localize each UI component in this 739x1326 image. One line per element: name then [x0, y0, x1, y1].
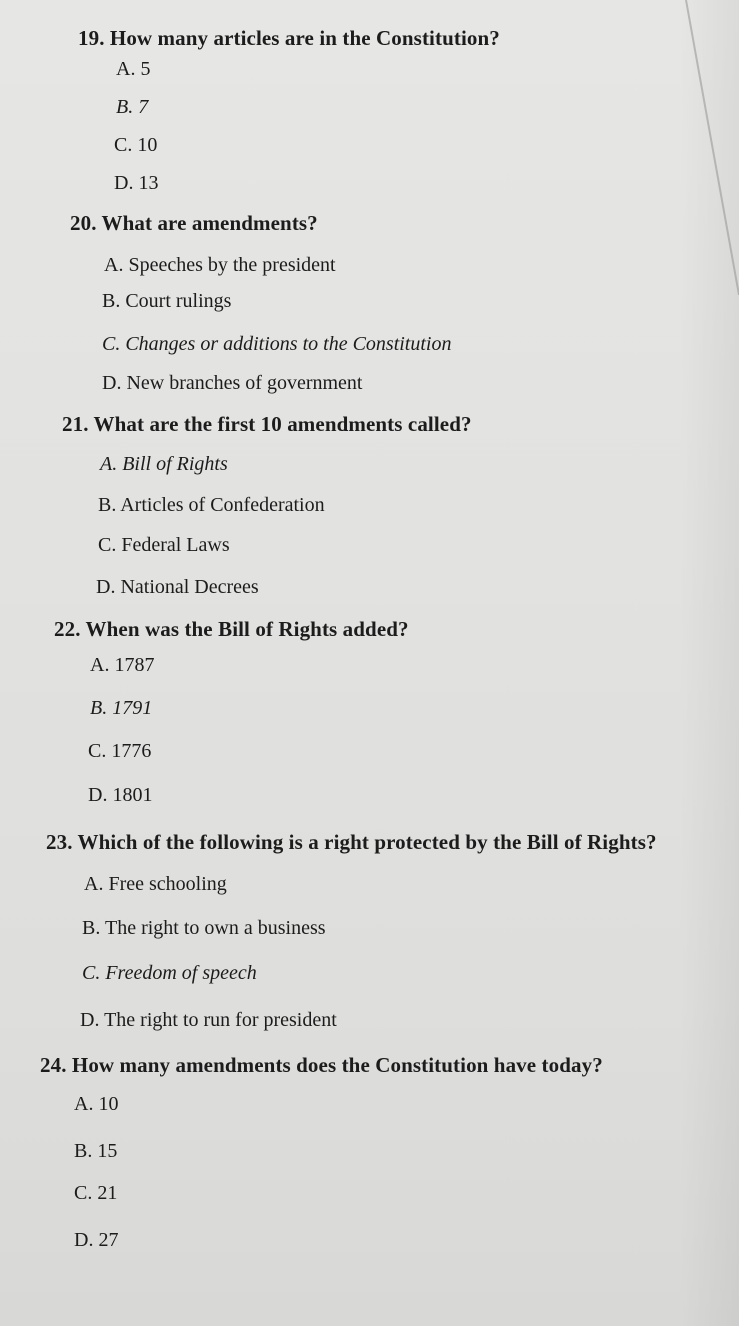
- option-a: A. Bill of Rights: [100, 453, 228, 475]
- option-d: D. 27: [74, 1229, 119, 1251]
- option-b: B. The right to own a business: [82, 917, 326, 939]
- option-a: A. 1787: [90, 654, 155, 676]
- question-title: 20. What are amendments?: [70, 211, 318, 235]
- option-b: B. 15: [74, 1140, 118, 1162]
- option-d: D. 13: [114, 172, 159, 194]
- option-b: B. Court rulings: [102, 290, 232, 312]
- option-b: B. Articles of Confederation: [98, 494, 325, 516]
- option-d: D. National Decrees: [96, 576, 259, 598]
- option-a: A. 10: [74, 1093, 119, 1115]
- option-d: D. The right to run for president: [80, 1009, 337, 1031]
- option-c: C. Freedom of speech: [82, 962, 257, 984]
- page-shadow: [679, 0, 739, 1326]
- question-title: 19. How many articles are in the Constitution?: [78, 26, 500, 50]
- option-d: D. New branches of government: [102, 372, 363, 394]
- option-b: B. 1791: [90, 697, 153, 719]
- option-b: B. 7: [116, 96, 149, 118]
- question-title: 23. Which of the following is a right protected by the Bill of Rights?: [46, 830, 657, 854]
- option-a: A. Free schooling: [84, 873, 227, 895]
- option-c: C. Changes or additions to the Constitution: [102, 333, 452, 355]
- option-c: C. 10: [114, 134, 158, 156]
- option-c: C. 1776: [88, 740, 152, 762]
- option-a: A. 5: [116, 58, 151, 80]
- question-title: 21. What are the first 10 amendments called?: [62, 412, 472, 436]
- option-d: D. 1801: [88, 784, 153, 806]
- question-title: 22. When was the Bill of Rights added?: [54, 617, 409, 641]
- option-c: C. 21: [74, 1182, 118, 1204]
- question-title: 24. How many amendments does the Constitution have today?: [40, 1053, 603, 1077]
- option-c: C. Federal Laws: [98, 534, 230, 556]
- option-a: A. Speeches by the president: [104, 254, 336, 276]
